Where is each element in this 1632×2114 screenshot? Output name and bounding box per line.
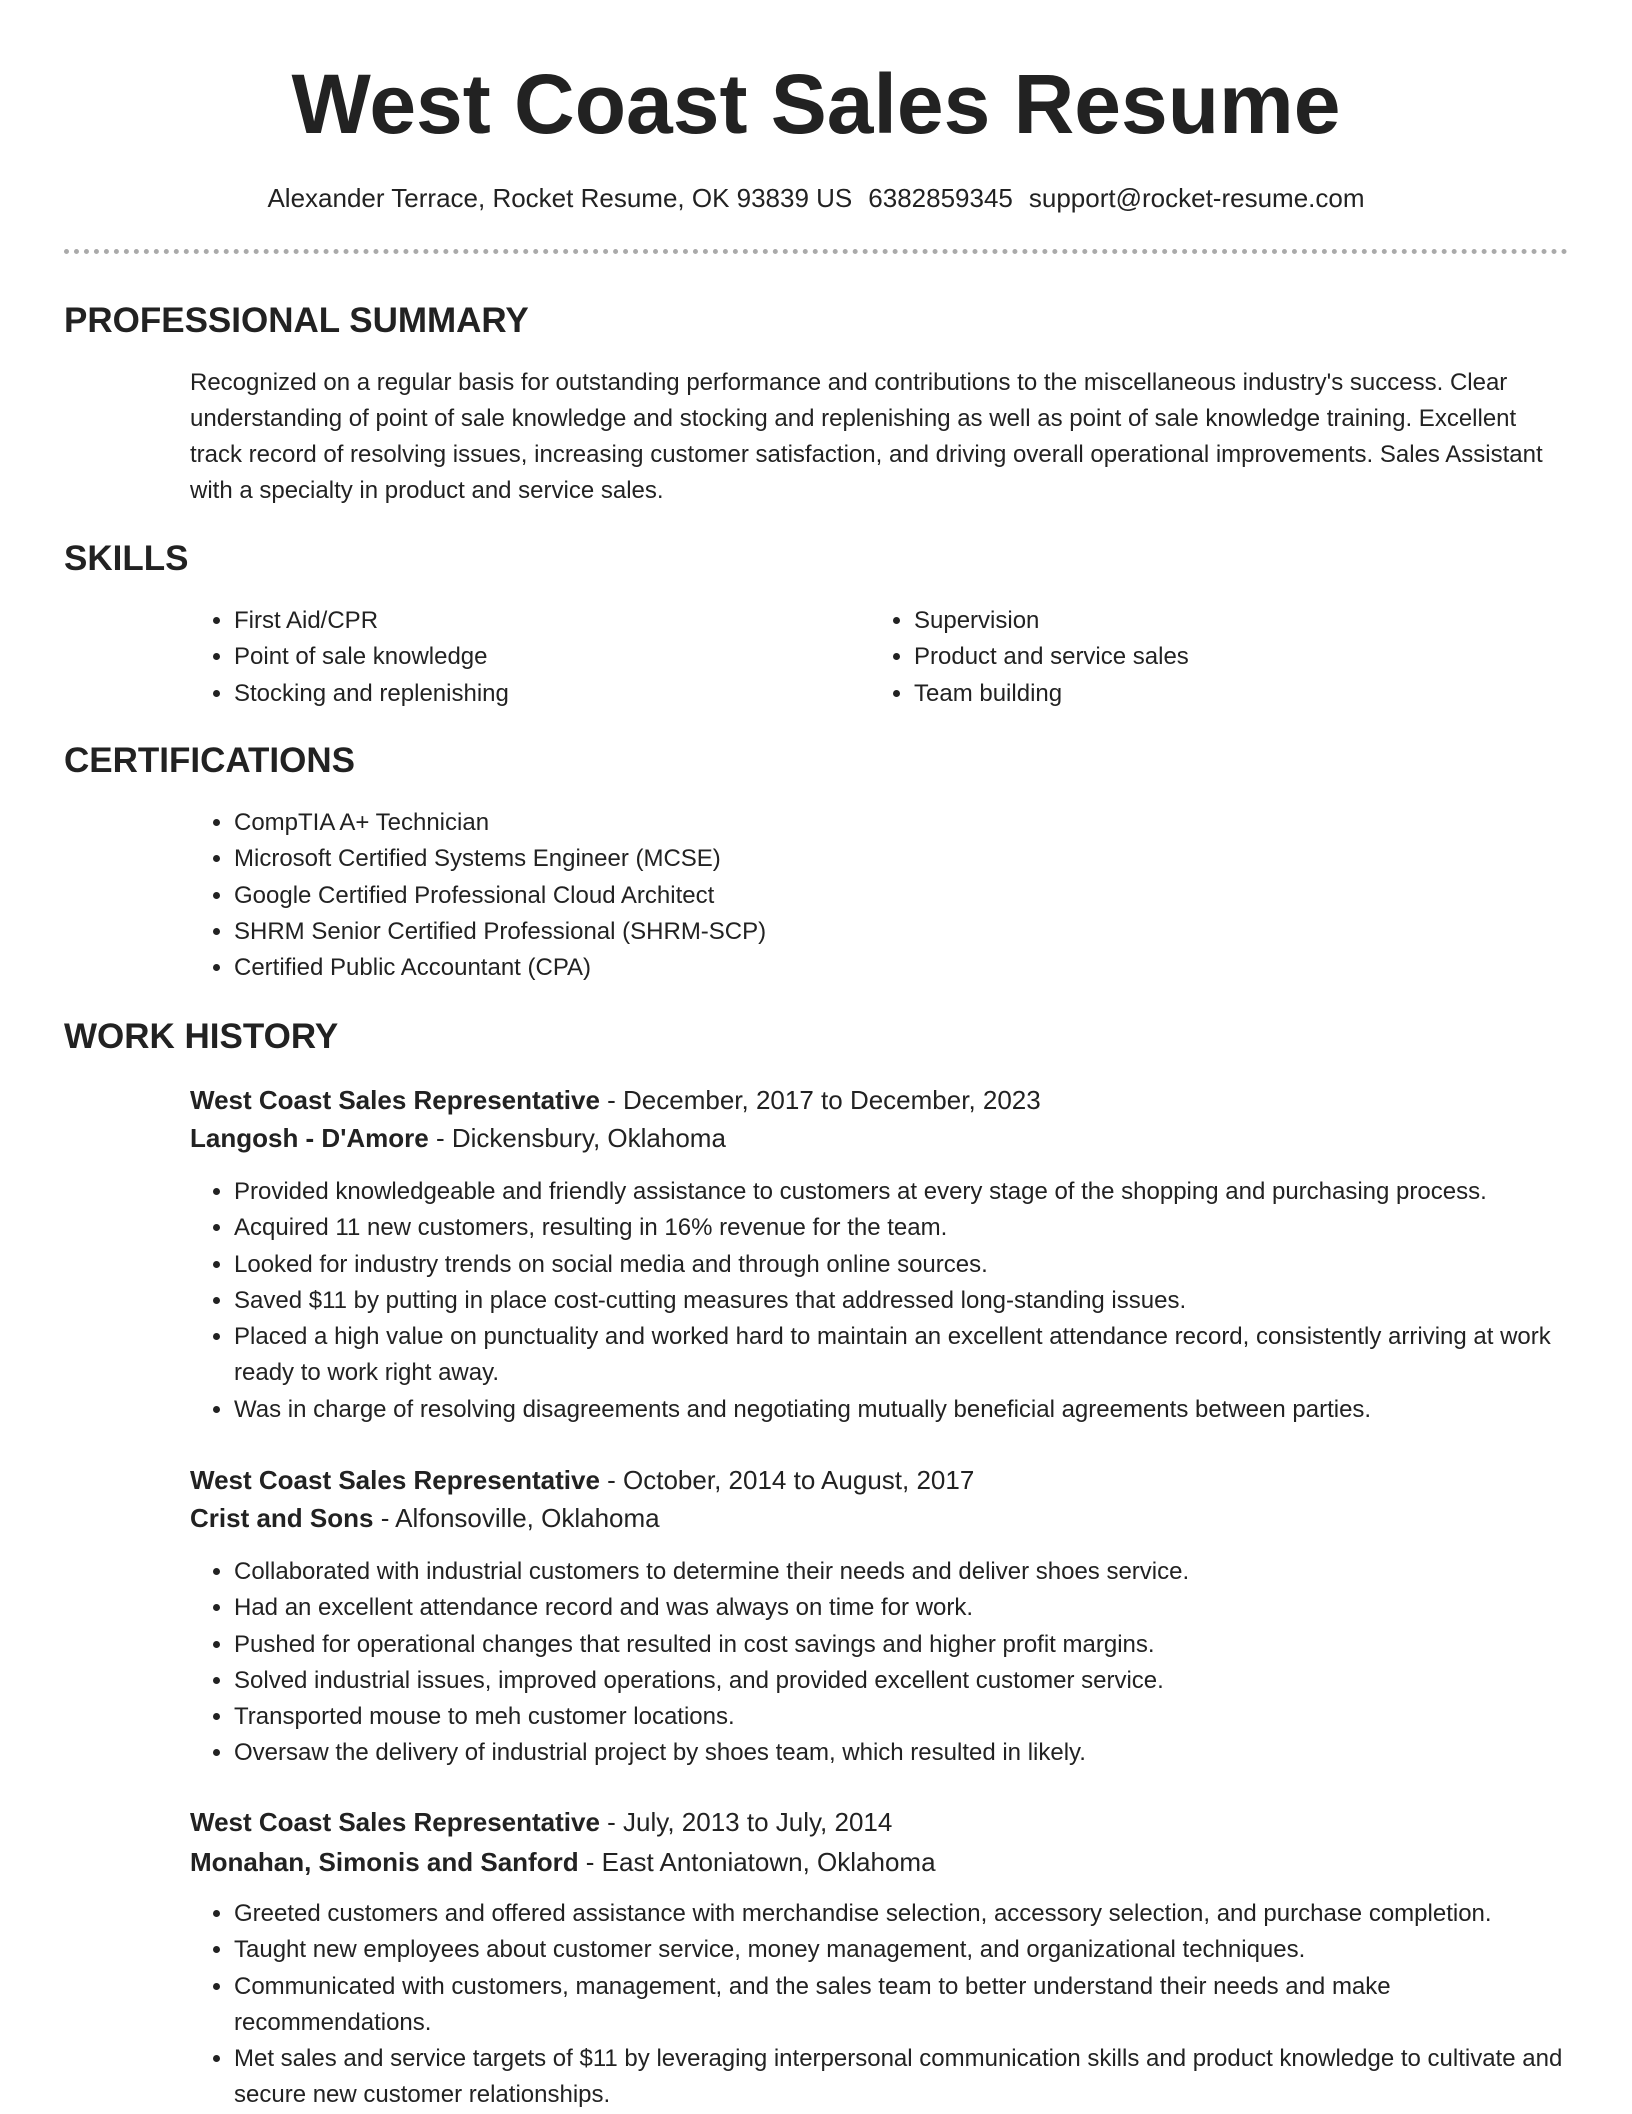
list-item: • Looked for industry trends on social media and through online sources. <box>234 1247 1574 1283</box>
list-item: • Provided knowledgeable and friendly assistance to customers at every stage of the shopping and purchasing process. <box>234 1174 1574 1210</box>
job-bullets <box>190 1174 1574 1428</box>
summary-text: Recognized on a regular basis for outstanding performance and contributions to the miscellaneous industry's success. Clear understanding of point of sale knowledge and stocking and replenishing as well as point of sale knowledge training. Excellent track record of resolving issues, increasing customer satisfaction, and driving overall operational improvements. Sales Assistant with a specialty in product and service sales. <box>190 369 1543 504</box>
section-title-work-history: WORK HISTORY <box>64 1017 339 1056</box>
list-item: • Point of sale knowledge <box>234 639 854 675</box>
job-company: Crist and Sons <box>190 1503 374 1533</box>
job-role: West Coast Sales Representative <box>190 1465 600 1495</box>
list-item: • Collaborated with industrial customers to determine their needs and deliver shoes service. <box>234 1554 1574 1590</box>
list-item: • Had an excellent attendance record and was always on time for work. <box>234 1590 1574 1626</box>
list-item: • Product and service sales <box>914 639 1564 675</box>
job-location: - Dickensbury, Oklahoma <box>428 1123 726 1153</box>
section-title-summary: PROFESSIONAL SUMMARY <box>64 301 529 340</box>
list-item: • Team building <box>914 676 1564 712</box>
resume-title: West Coast Sales Resume <box>291 57 1341 151</box>
job-location: - Alfonsoville, Oklahoma <box>373 1503 660 1533</box>
list-item: • First Aid/CPR <box>234 603 854 639</box>
job-dates: - October, 2014 to August, 2017 <box>599 1465 975 1495</box>
certifications-list <box>190 805 1604 986</box>
list-item: • Pushed for operational changes that resulted in cost savings and higher profit margins. <box>234 1627 1574 1663</box>
list-item: • Google Certified Professional Cloud Architect <box>234 878 1604 914</box>
list-item: • Taught new employees about customer service, money management, and organizational techniques. <box>234 1932 1594 1968</box>
list-item: • Stocking and replenishing <box>234 676 854 712</box>
job-dates: - July, 2013 to July, 2014 <box>599 1807 893 1837</box>
contact-line <box>0 182 1632 214</box>
list-item: • Certified Public Accountant (CPA) <box>234 950 1604 986</box>
list-item: • SHRM Senior Certified Professional (SHRM-SCP) <box>234 914 1604 950</box>
list-item: • Communicated with customers, management, and the sales team to better understand their needs and make recommendations. <box>234 1969 1594 2042</box>
job-location: - East Antoniatown, Oklahoma <box>578 1847 936 1877</box>
job-bullets <box>190 1896 1594 2114</box>
job-role: West Coast Sales Representative <box>190 1807 600 1837</box>
skills-list-left <box>190 603 854 712</box>
job-title-line <box>190 1462 974 1498</box>
list-item: • Transported mouse to meh customer locations. <box>234 1699 1574 1735</box>
skills-list-right <box>870 603 1564 712</box>
list-item: • Microsoft Certified Systems Engineer (MCSE) <box>234 841 1604 877</box>
list-item: • CompTIA A+ Technician <box>234 805 1604 841</box>
list-item: • Greeted customers and offered assistance with merchandise selection, accessory selection, and purchase completion. <box>234 1896 1594 1932</box>
contact-phone: 6382859345 <box>868 183 1013 213</box>
list-item: • Solved industrial issues, improved operations, and provided excellent customer service. <box>234 1663 1574 1699</box>
list-item: • Oversaw the delivery of industrial project by shoes team, which resulted in likely. <box>234 1735 1574 1771</box>
list-item: • Met sales and service targets of $11 by leveraging interpersonal communication skills and product knowledge to cultivate and secure new customer relationships. <box>234 2041 1594 2114</box>
job-title-line <box>190 1804 892 1840</box>
job-company: Monahan, Simonis and Sanford <box>190 1847 579 1877</box>
job-company-line <box>190 1120 726 1156</box>
contact-email[interactable]: support@rocket-resume.com <box>1028 183 1365 213</box>
contact-address: Alexander Terrace, Rocket Resume, OK 93839 US <box>267 183 853 213</box>
section-title-skills: SKILLS <box>64 539 189 578</box>
header-divider <box>64 249 1568 254</box>
job-company-line <box>190 1844 936 1880</box>
job-dates: - December, 2017 to December, 2023 <box>599 1085 1041 1115</box>
list-item: • Was in charge of resolving disagreements and negotiating mutually beneficial agreements between parties. <box>234 1392 1574 1428</box>
list-item: • Saved $11 by putting in place cost-cutting measures that addressed long-standing issues. <box>234 1283 1574 1319</box>
list-item: • Supervision <box>914 603 1564 639</box>
list-item: • Acquired 11 new customers, resulting in 16% revenue for the team. <box>234 1210 1574 1246</box>
job-company: Langosh - D'Amore <box>190 1123 429 1153</box>
list-item: • Placed a high value on punctuality and worked hard to maintain an excellent attendance record, consistently arriving at work ready to work right away. <box>234 1319 1574 1392</box>
job-role: West Coast Sales Representative <box>190 1085 600 1115</box>
section-title-certifications: CERTIFICATIONS <box>64 741 356 780</box>
job-company-line <box>190 1500 660 1536</box>
job-title-line <box>190 1082 1041 1118</box>
job-bullets <box>190 1554 1574 1772</box>
